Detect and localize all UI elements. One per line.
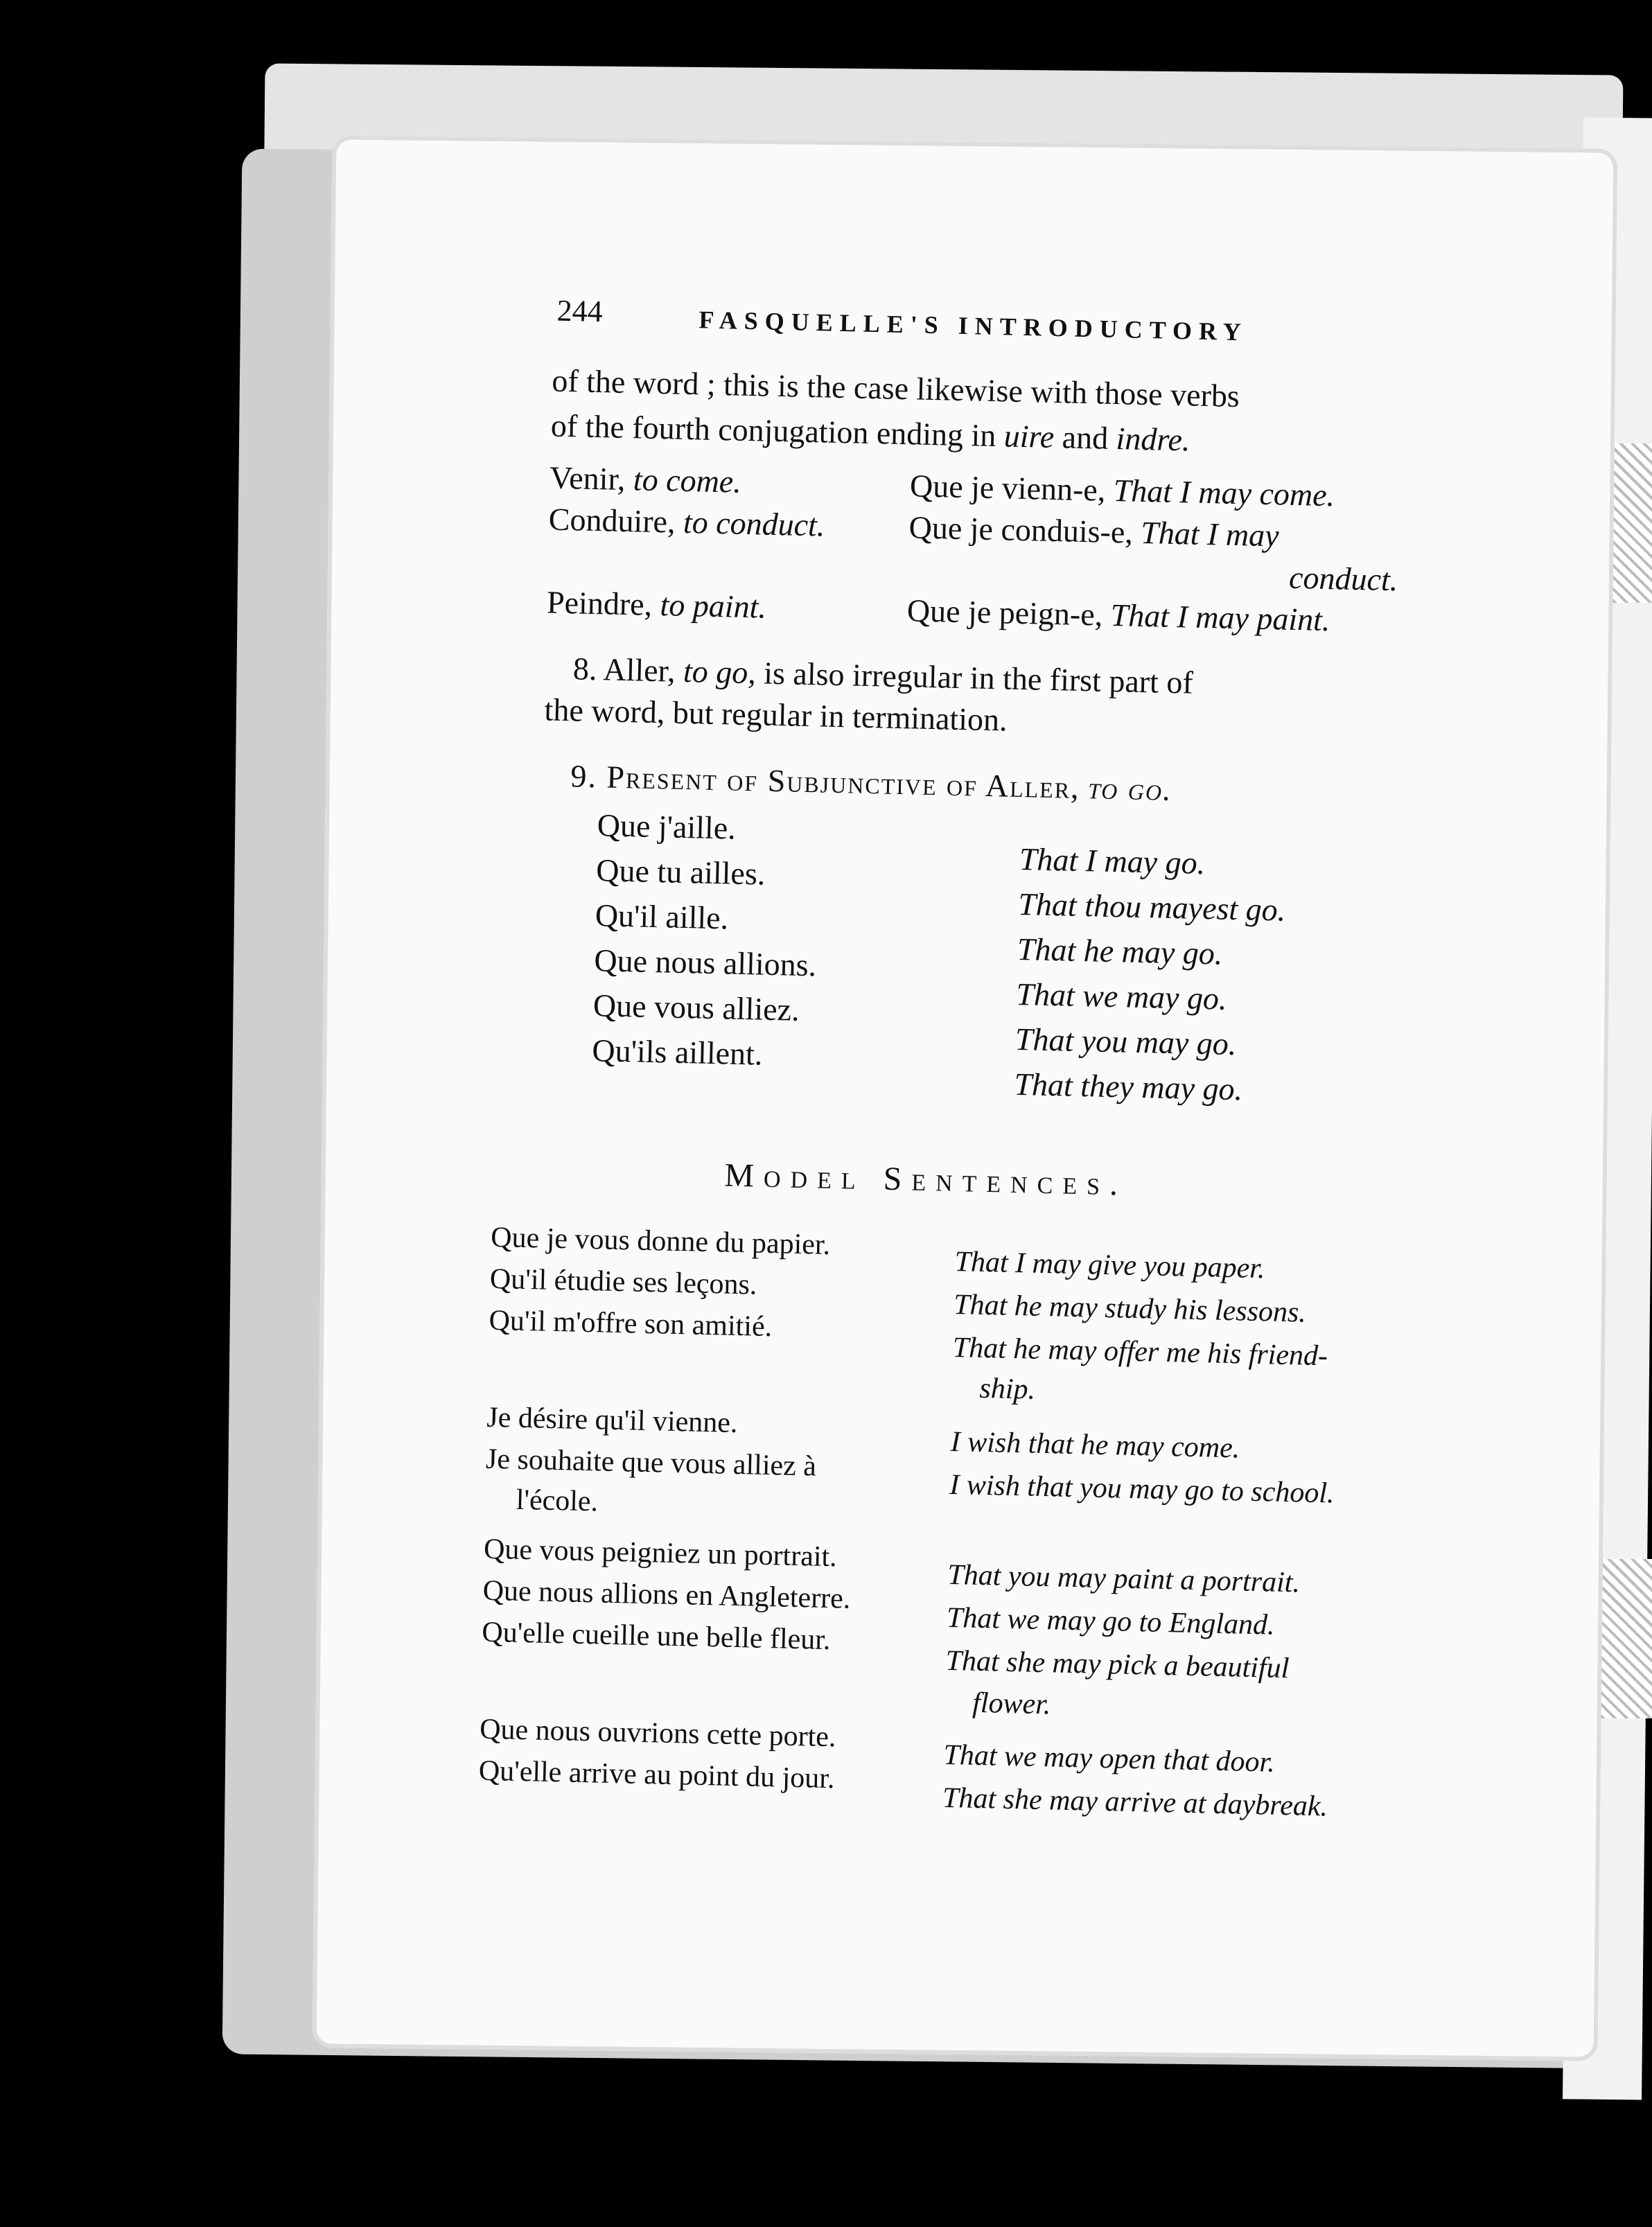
- model-en: That you may paint a portrait.: [947, 1558, 1301, 1599]
- model-fr: Que vous peigniez un portrait.: [483, 1533, 838, 1574]
- conjugation-fr: Que tu ailles.: [595, 852, 766, 892]
- conjugation-en: That you may go.: [1014, 1021, 1237, 1062]
- model-en: I wish that he may come.: [950, 1425, 1240, 1465]
- model-sentences-heading: Model Sentences.: [723, 1156, 1128, 1203]
- example-verb: Peindre, to paint.: [546, 584, 767, 625]
- model-en: That we may open that door.: [943, 1739, 1276, 1779]
- conjugation-fr: Qu'il aille.: [595, 897, 729, 936]
- running-title: FASQUELLE'S INTRODUCTORY: [698, 306, 1249, 346]
- paragraph-line: of the fourth conjugation ending in uire and indre.: [550, 407, 1191, 458]
- model-fr-continuation: l'école.: [516, 1484, 599, 1518]
- model-fr: Qu'il m'offre son amitié.: [489, 1304, 773, 1344]
- example-subjunctive: Que je vienn-e, That I may come.: [909, 468, 1335, 513]
- model-en-continuation: flower.: [972, 1687, 1051, 1721]
- model-en: That he may offer me his friend-: [952, 1332, 1328, 1373]
- model-fr: Que nous ouvrions cette porte.: [479, 1713, 837, 1754]
- model-fr: Que nous allions en Angleterre.: [482, 1574, 851, 1615]
- model-en: That we may go to England.: [946, 1601, 1276, 1641]
- conjugation-fr: Que j'aille.: [597, 807, 737, 846]
- section-8-line: 8. Aller, to go, is also irregular in the first part of: [572, 651, 1194, 701]
- conjugation-fr: Qu'ils aillent.: [591, 1032, 763, 1072]
- section-9-heading: 9. Present of Subjunctive of Aller, to go.: [570, 758, 1173, 807]
- conjugation-fr: Que nous allions.: [593, 942, 817, 983]
- conjugation-en: That I may go.: [1019, 841, 1206, 881]
- conjugation-fr: Que vous alliez.: [592, 987, 800, 1028]
- example-verb: Conduire, to conduct.: [548, 501, 825, 543]
- model-fr: Qu'elle arrive au point du jour.: [478, 1754, 836, 1795]
- model-en-continuation: ship.: [979, 1372, 1036, 1406]
- model-en: That I may give you paper.: [954, 1246, 1266, 1285]
- model-en: That she may arrive at daybreak.: [942, 1781, 1328, 1823]
- section-8-line: the word, but regular in termination.: [544, 692, 1008, 738]
- conjugation-en: That thou mayest go.: [1017, 886, 1286, 928]
- conjugation-en: That they may go.: [1013, 1066, 1243, 1107]
- model-fr: Que je vous donne du papier.: [490, 1221, 831, 1261]
- paragraph-line: of the word ; this is the case likewise with those verbs: [551, 362, 1240, 414]
- conjugation-en: That he may go.: [1017, 931, 1223, 971]
- model-fr: Je désire qu'il vienne.: [486, 1401, 739, 1439]
- model-fr: Qu'il étudie ses leçons.: [489, 1262, 757, 1301]
- example-continuation: conduct.: [1288, 559, 1398, 598]
- model-fr: Qu'elle cueille une belle fleur.: [481, 1616, 831, 1657]
- model-en: That she may pick a beautiful: [945, 1644, 1290, 1685]
- model-en: That he may study his lessons.: [953, 1289, 1307, 1329]
- example-subjunctive: Que je conduis-e, That I may: [908, 509, 1280, 554]
- page-number: 244: [556, 293, 604, 329]
- model-fr: Je souhaite que vous alliez à: [485, 1443, 817, 1483]
- example-verb: Venir, to come.: [549, 459, 742, 500]
- example-subjunctive: Que je peign-e, That I may paint.: [906, 592, 1331, 638]
- model-en: I wish that you may go to school.: [949, 1468, 1335, 1510]
- conjugation-en: That we may go.: [1015, 976, 1228, 1016]
